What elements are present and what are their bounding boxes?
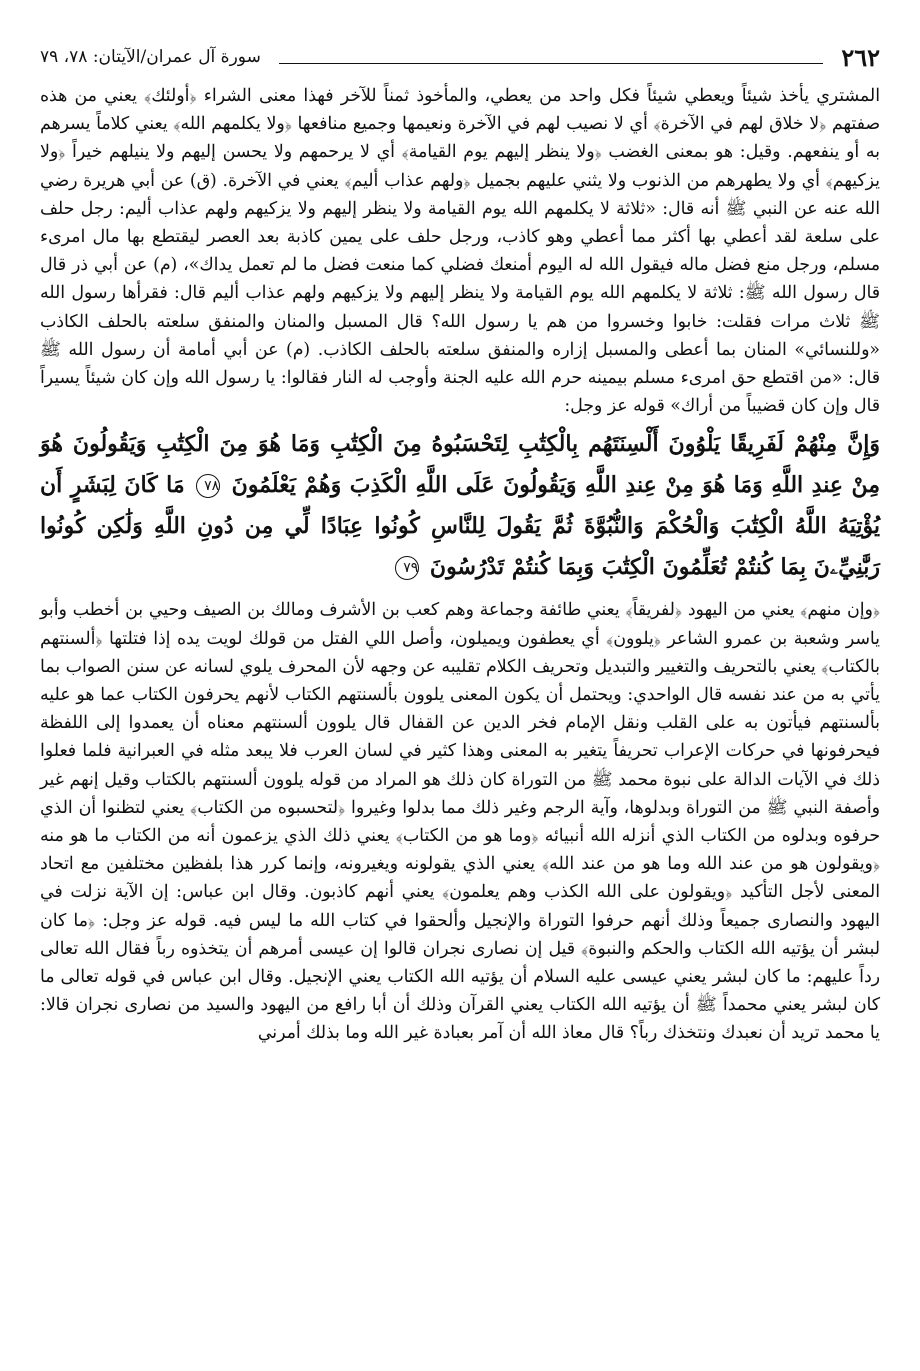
page-number: ٢٦٢ xyxy=(841,42,880,72)
verse-78-text: وَإِنَّ مِنْهُمْ لَفَرِيقًا يَلْوُونَ أَلْسِنَتَهُم بِالْكِتَٰبِ لِتَحْسَبُوهُ مِنَ الْكِتَٰبِ وَمَا هُوَ مِنَ الْكِتَٰبِ وَيَقُولُونَ هُوَ مِنْ عِندِ اللَّهِ وَمَا هُوَ مِنْ عِندِ اللَّهِ وَيَقُولُونَ عَلَى اللَّهِ الْكَذِبَ وَهُمْ يَعْلَمُونَ xyxy=(40,431,880,499)
quran-verses xyxy=(40,424,880,588)
commentary-paragraph: المشتري يأخذ شيئاً ويعطي شيئاً فكل واحد من يعطي، والمأخوذ ثمناً للآخر فهذا معنى الشراء ﴿أولئك﴾ يعني من هذه صفتهم ﴿لا خلاق لهم في الآخرة﴾ أي لا نصيب لهم في الآخرة ونعيمها وجميع منافعها ﴿ولا يكلمهم الله﴾ يعني كلاماً يسرهم به أو ينفعهم. وقيل: هو بمعنى الغضب ﴿ولا ينظر إليهم يوم القيامة﴾ أي لا يرحمهم ولا يحسن إليهم ولا ينيلهم خيراً ﴿ولا يزكيهم﴾ أي ولا يطهرهم من الذنوب ولا يثني عليهم بجميل ﴿ولهم عذاب أليم﴾ يعني في الآخرة. (ق) عن أبي هريرة رضي الله عنه عن النبي ﷺ أنه قال: «ثلاثة لا يكلمهم الله يوم القيامة ولا ينظر إليهم ولا يزكيهم ولهم عذاب أليم: رجل حلف على سلعة لقد أعطي بها أكثر مما أعطي وهو كاذب، ورجل حلف على يمين كاذبة بعد العصر ليقتطع بها مال امرىء مسلم، ورجل منع فضل ماله فيقول الله له اليوم أمنعك فضلي كما منعت فضل ما لم تعمل يداك»، (م) عن أبي ذر قال قال رسول الله ﷺ: ثلاثة لا يكلمهم الله يوم القيامة ولا ينظر إليهم ولا يزكيهم ولهم عذاب أليم قال: فقرأها رسول الله ﷺ ثلاث مرات فقلت: خابوا وخسروا من هم يا رسول الله؟ قال المسبل والمنان والمنفق سلعته بالحلف الكاذب «وللنسائي» المنان بما أعطى والمسبل إزاره والمنفق سلعته بالحلف الكاذب. (م) عن أبي أمامة أن رسول الله ﷺ قال: «من اقتطع حق امرىء مسلم بيمينه حرم الله عليه الجنة وأوجب له النار فقالوا: يا رسول الله وإن كان شيئاً يسيراً قال وإن كان قضيباً من أراك» قوله عز وجل: xyxy=(40,86,880,417)
verse-79-text: مَا كَانَ لِبَشَرٍ أَن يُؤْتِيَهُ اللَّهُ الْكِتَٰبَ وَالْحُكْمَ وَالنُّبُوَّةَ ثُمَّ يَقُولَ لِلنَّاسِ كُونُوا عِبَادًا لِّي مِن دُونِ اللَّهِ وَلَٰكِن كُونُوا رَبَّٰنِيِّۦنَ بِمَا كُنتُمْ تُعَلِّمُونَ الْكِتَٰبَ وَبِمَا كُنتُمْ تَدْرُسُونَ xyxy=(40,472,880,581)
verse-number-marker-79: ٧٩ xyxy=(395,556,419,580)
running-header xyxy=(40,40,880,74)
running-title: سورة آل عمران/الآيتان: ٧٨، ٧٩ xyxy=(40,47,261,67)
book-page xyxy=(40,40,880,1340)
verse-number-marker-78: ٧٨ xyxy=(196,474,220,498)
header-rule xyxy=(279,63,824,64)
commentary-paragraph: ﴿وإن منهم﴾ يعني من اليهود ﴿لفريقاً﴾ يعني طائفة وجماعة وهم كعب بن الأشرف ومالك بن الصيف وحيي بن أخطب وأبو ياسر وشعبة بن عمرو الشاعر ﴿يلوون﴾ أي يعطفون ويميلون، وأصل اللي الفتل من قولك لويت يده إذا فتلتها ﴿ألسنتهم بالكتاب﴾ يعني بالتحريف والتغيير والتبديل وتحريف الكلام تقليبه عن وجهه لأن المحرف يلوي لسانه عن سنن الصواب بما يأتي به من عند نفسه قال الواحدي: ويحتمل أن يكون المعنى يلوون بألسنتهم الكتاب لأنهم يحرفون الكتاب عما هو عليه بألسنتهم فيأتون به على القلب ونقل الإمام فخر الدين عن القفال قال يلوون ألسنتهم معناه أن يعمدوا إلى اللفظة فيحرفونها في حركات الإعراب تحريفاً يتغير به المعنى وهذا كثير في لسان العرب فلا يبعد مثله في العبرانية فلما فعلوا ذلك في الآيات الدالة على نبوة محمد ﷺ من التوراة كان ذلك هو المراد من قوله يلوون ألسنتهم بالكتاب وقيل إنهم غير وأصفة النبي ﷺ من التوراة وبدلوها، وآية الرجم وغير ذلك مما بدلوا وغيروا ﴿لتحسبوه من الكتاب﴾ يعني لتظنوا أن الذي حرفوه وبدلوه من الكتاب الذي أنزله الله أنبيائه ﴿وما هو من الكتاب﴾ يعني ذلك الذي يزعمون أنه من الكتاب ما هو منه ﴿ويقولون هو من عند الله وما هو من عند الله﴾ يعني الذي يقولونه ويغيرونه، وإنما كرر هذا بلفظين مختلفين مع اتحاد المعنى لأجل التأكيد ﴿ويقولون على الله الكذب وهم يعلمون﴾ يعني أنهم كاذبون. وقال ابن عباس: إن الآية نزلت في اليهود والنصارى جميعاً وذلك أنهم حرفوا التوراة والإنجيل وألحقوا في كتاب الله ما ليس فيه. قوله عز وجل: ﴿ما كان لبشر أن يؤتيه الله الكتاب والحكم والنبوة﴾ قيل إن نصارى نجران قالوا إن عيسى أمرهم أن يتخذوه رباً فقال الله تعالى رداً عليهم: ما كان لبشر يعني عيسى عليه السلام أن يؤتيه الله الكتاب يعني الإنجيل. وقال ابن عباس في قوله تعالى ما كان لبشر يعني محمداً ﷺ أن يؤتيه الله الكتاب يعني القرآن وذلك أن أبا رافع من اليهود والسيد من نصارى نجران قالا: يا محمد تريد أن نعبدك ونتخذك رباً؟ قال معاذ الله أن آمر بعبادة غير الله وما بذلك أمرني xyxy=(40,600,880,1044)
commentary-after-verses xyxy=(40,596,880,1047)
commentary-before-verses xyxy=(40,82,880,420)
